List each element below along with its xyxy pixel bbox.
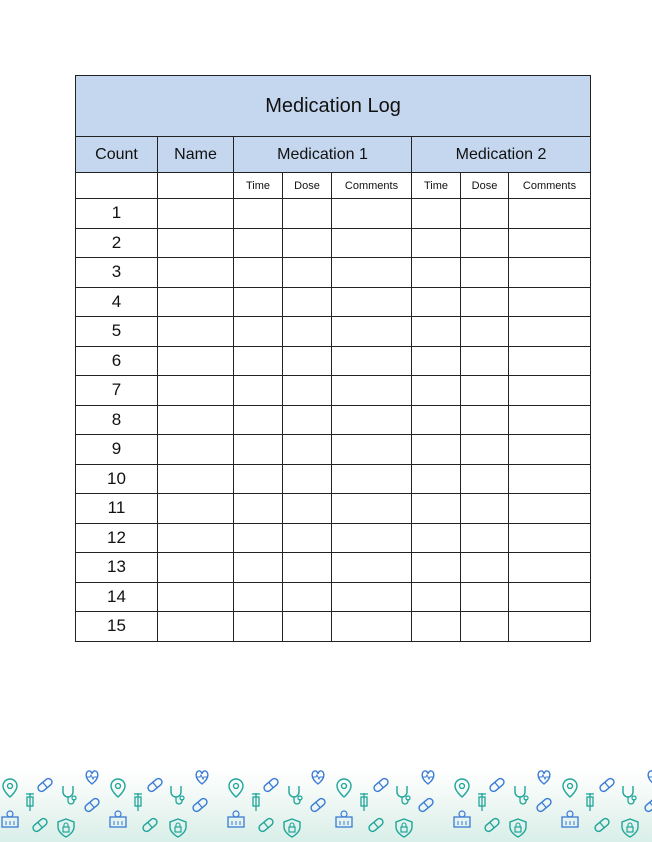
name-cell[interactable]: [158, 376, 234, 406]
med1-time-cell[interactable]: [234, 346, 283, 376]
med1-time-cell[interactable]: [234, 435, 283, 465]
stethoscope-icon: [289, 786, 302, 804]
med2-time-cell[interactable]: [412, 582, 461, 612]
med1-time-cell[interactable]: [234, 523, 283, 553]
med1-dose-cell[interactable]: [283, 612, 332, 642]
med2-time-cell[interactable]: [412, 612, 461, 642]
med2-time-cell[interactable]: [412, 228, 461, 258]
med1-dose-cell[interactable]: [283, 317, 332, 347]
med2-dose-cell[interactable]: [461, 376, 509, 406]
med2-time-cell[interactable]: [412, 346, 461, 376]
table-row: [76, 582, 591, 612]
med1-time-cell[interactable]: [234, 405, 283, 435]
med2-comments-cell[interactable]: [509, 582, 591, 612]
table-row: [76, 258, 591, 288]
med1-comments-cell[interactable]: [332, 317, 412, 347]
pill-icon: [489, 777, 506, 793]
pill-icon: [142, 817, 159, 833]
med1-comments-cell[interactable]: [332, 494, 412, 524]
pill-icon: [418, 797, 435, 813]
name-cell[interactable]: [158, 494, 234, 524]
table-row: [76, 376, 591, 406]
heart-icon: [422, 771, 434, 784]
table-row: [76, 435, 591, 465]
med2-dose-cell[interactable]: [461, 287, 509, 317]
med2-dose-cell[interactable]: [461, 317, 509, 347]
med2-dose-cell[interactable]: [461, 228, 509, 258]
pill-icon: [310, 797, 327, 813]
med1-comments-cell[interactable]: [332, 553, 412, 583]
med1-time-cell[interactable]: [234, 376, 283, 406]
med2-dose-cell[interactable]: [461, 405, 509, 435]
pill-icon: [536, 797, 553, 813]
name-header: Name: [158, 137, 234, 173]
heart-icon: [312, 771, 324, 784]
med2-comments-cell[interactable]: [509, 376, 591, 406]
shield-lock-icon: [58, 819, 74, 837]
count-cell: 7: [76, 376, 158, 406]
med1-dose-cell[interactable]: [283, 464, 332, 494]
heart-icon: [86, 771, 98, 784]
med1-time-subheader: Time: [234, 173, 283, 199]
med1-dose-cell[interactable]: [283, 376, 332, 406]
med1-dose-cell[interactable]: [283, 405, 332, 435]
name-cell[interactable]: [158, 346, 234, 376]
med2-comments-cell[interactable]: [509, 346, 591, 376]
pill-icon: [32, 817, 49, 833]
pill-icon: [192, 797, 209, 813]
med1-comments-cell[interactable]: [332, 287, 412, 317]
med2-comments-cell[interactable]: [509, 228, 591, 258]
med1-comments-cell[interactable]: [332, 582, 412, 612]
count-header: Count: [76, 137, 158, 173]
med2-time-cell[interactable]: [412, 287, 461, 317]
table-row: [76, 228, 591, 258]
table-row: [76, 199, 591, 229]
med2-comments-cell[interactable]: [509, 523, 591, 553]
med2-dose-cell[interactable]: [461, 582, 509, 612]
med1-time-cell[interactable]: [234, 287, 283, 317]
med1-time-cell[interactable]: [234, 582, 283, 612]
med1-dose-cell[interactable]: [283, 258, 332, 288]
count-cell: 2: [76, 228, 158, 258]
med1-comments-subheader: Comments: [332, 173, 412, 199]
count-cell: 9: [76, 435, 158, 465]
med1-time-cell[interactable]: [234, 553, 283, 583]
med1-comments-cell[interactable]: [332, 199, 412, 229]
med1-comments-cell[interactable]: [332, 228, 412, 258]
med1-dose-cell[interactable]: [283, 494, 332, 524]
med1-comments-cell[interactable]: [332, 612, 412, 642]
med2-time-cell[interactable]: [412, 258, 461, 288]
name-cell[interactable]: [158, 228, 234, 258]
medical-pattern-footer: [0, 770, 652, 842]
stethoscope-icon: [171, 786, 184, 804]
name-subheader-blank: [158, 173, 234, 199]
med1-time-cell[interactable]: [234, 258, 283, 288]
syringe-icon: [586, 793, 594, 811]
hospital-icon: [336, 811, 352, 827]
count-cell: 8: [76, 405, 158, 435]
table-row: [76, 494, 591, 524]
table-row: [76, 287, 591, 317]
med2-time-cell[interactable]: [412, 317, 461, 347]
med2-comments-cell[interactable]: [509, 553, 591, 583]
med2-time-cell[interactable]: [412, 199, 461, 229]
med2-comments-cell[interactable]: [509, 494, 591, 524]
med2-dose-cell[interactable]: [461, 435, 509, 465]
name-cell[interactable]: [158, 405, 234, 435]
heart-icon: [538, 771, 550, 784]
syringe-icon: [360, 793, 368, 811]
name-cell[interactable]: [158, 553, 234, 583]
pill-icon: [263, 777, 280, 793]
medical-icon-pattern: [0, 770, 652, 842]
med1-comments-cell[interactable]: [332, 346, 412, 376]
pill-icon: [147, 777, 164, 793]
med1-dose-cell[interactable]: [283, 435, 332, 465]
med2-dose-cell[interactable]: [461, 199, 509, 229]
med2-time-cell[interactable]: [412, 405, 461, 435]
name-cell[interactable]: [158, 317, 234, 347]
med1-dose-cell[interactable]: [283, 287, 332, 317]
pill-icon: [368, 817, 385, 833]
count-cell: 11: [76, 494, 158, 524]
med2-dose-cell[interactable]: [461, 464, 509, 494]
medication-2-header: Medication 2: [412, 137, 591, 173]
med1-comments-cell[interactable]: [332, 405, 412, 435]
name-cell[interactable]: [158, 287, 234, 317]
location-pin-icon: [455, 779, 469, 797]
med2-dose-subheader: Dose: [461, 173, 509, 199]
count-cell: 1: [76, 199, 158, 229]
count-cell: 4: [76, 287, 158, 317]
med1-dose-cell[interactable]: [283, 346, 332, 376]
med2-time-cell[interactable]: [412, 523, 461, 553]
med1-dose-subheader: Dose: [283, 173, 332, 199]
med1-time-cell[interactable]: [234, 228, 283, 258]
stethoscope-icon: [397, 786, 410, 804]
med2-time-cell[interactable]: [412, 494, 461, 524]
med1-comments-cell[interactable]: [332, 464, 412, 494]
medication-log-table: [75, 75, 591, 642]
med2-dose-cell[interactable]: [461, 346, 509, 376]
name-cell[interactable]: [158, 523, 234, 553]
syringe-icon: [26, 793, 34, 811]
med1-time-cell[interactable]: [234, 612, 283, 642]
count-cell: 3: [76, 258, 158, 288]
pill-icon: [594, 817, 611, 833]
name-cell[interactable]: [158, 435, 234, 465]
med2-time-cell[interactable]: [412, 376, 461, 406]
med2-dose-cell[interactable]: [461, 612, 509, 642]
shield-lock-icon: [396, 819, 412, 837]
table-row: [76, 317, 591, 347]
med2-comments-cell[interactable]: [509, 464, 591, 494]
medication-1-header: Medication 1: [234, 137, 412, 173]
hospital-icon: [562, 811, 578, 827]
name-cell[interactable]: [158, 464, 234, 494]
location-pin-icon: [563, 779, 577, 797]
table-row: [76, 405, 591, 435]
heart-icon: [196, 771, 208, 784]
med1-comments-cell[interactable]: [332, 258, 412, 288]
med2-dose-cell[interactable]: [461, 553, 509, 583]
location-pin-icon: [111, 779, 125, 797]
stethoscope-icon: [515, 786, 528, 804]
med1-comments-cell[interactable]: [332, 376, 412, 406]
syringe-icon: [478, 793, 486, 811]
heart-icon: [648, 771, 652, 784]
count-cell: 14: [76, 582, 158, 612]
med1-comments-cell[interactable]: [332, 523, 412, 553]
med2-time-cell[interactable]: [412, 464, 461, 494]
med2-comments-cell[interactable]: [509, 287, 591, 317]
med1-dose-cell[interactable]: [283, 582, 332, 612]
med1-time-cell[interactable]: [234, 199, 283, 229]
med2-comments-cell[interactable]: [509, 405, 591, 435]
syringe-icon: [134, 793, 142, 811]
count-cell: 6: [76, 346, 158, 376]
shield-lock-icon: [622, 819, 638, 837]
name-cell[interactable]: [158, 258, 234, 288]
med1-comments-cell[interactable]: [332, 435, 412, 465]
location-pin-icon: [337, 779, 351, 797]
med2-time-cell[interactable]: [412, 553, 461, 583]
med2-comments-cell[interactable]: [509, 435, 591, 465]
med1-dose-cell[interactable]: [283, 228, 332, 258]
pill-icon: [599, 777, 616, 793]
table-row: [76, 523, 591, 553]
name-cell[interactable]: [158, 612, 234, 642]
shield-lock-icon: [284, 819, 300, 837]
med2-time-cell[interactable]: [412, 435, 461, 465]
count-cell: 12: [76, 523, 158, 553]
shield-lock-icon: [170, 819, 186, 837]
count-cell: 13: [76, 553, 158, 583]
hospital-icon: [228, 811, 244, 827]
name-cell[interactable]: [158, 582, 234, 612]
med1-dose-cell[interactable]: [283, 553, 332, 583]
med1-dose-cell[interactable]: [283, 523, 332, 553]
name-cell[interactable]: [158, 199, 234, 229]
med1-time-cell[interactable]: [234, 464, 283, 494]
pill-icon: [84, 797, 101, 813]
count-cell: 5: [76, 317, 158, 347]
location-pin-icon: [229, 779, 243, 797]
med2-comments-cell[interactable]: [509, 317, 591, 347]
med2-comments-cell[interactable]: [509, 612, 591, 642]
med1-dose-cell[interactable]: [283, 199, 332, 229]
stethoscope-icon: [63, 786, 76, 804]
table-row: [76, 612, 591, 642]
log-rows: [76, 199, 591, 642]
med2-comments-cell[interactable]: [509, 258, 591, 288]
shield-lock-icon: [510, 819, 526, 837]
table-row: [76, 464, 591, 494]
hospital-icon: [2, 811, 18, 827]
count-subheader-blank: [76, 173, 158, 199]
med2-dose-cell[interactable]: [461, 523, 509, 553]
page-title: Medication Log: [76, 76, 591, 137]
pill-icon: [258, 817, 275, 833]
count-cell: 10: [76, 464, 158, 494]
count-cell: 15: [76, 612, 158, 642]
med2-dose-cell[interactable]: [461, 494, 509, 524]
med2-comments-subheader: Comments: [509, 173, 591, 199]
med1-time-cell[interactable]: [234, 317, 283, 347]
pill-icon: [644, 797, 652, 813]
syringe-icon: [252, 793, 260, 811]
hospital-icon: [454, 811, 470, 827]
med2-time-subheader: Time: [412, 173, 461, 199]
med2-dose-cell[interactable]: [461, 258, 509, 288]
pill-icon: [373, 777, 390, 793]
pill-icon: [37, 777, 54, 793]
med1-time-cell[interactable]: [234, 494, 283, 524]
location-pin-icon: [3, 779, 17, 797]
stethoscope-icon: [623, 786, 636, 804]
table-row: [76, 346, 591, 376]
pill-icon: [484, 817, 501, 833]
table-row: [76, 553, 591, 583]
hospital-icon: [110, 811, 126, 827]
med2-comments-cell[interactable]: [509, 199, 591, 229]
